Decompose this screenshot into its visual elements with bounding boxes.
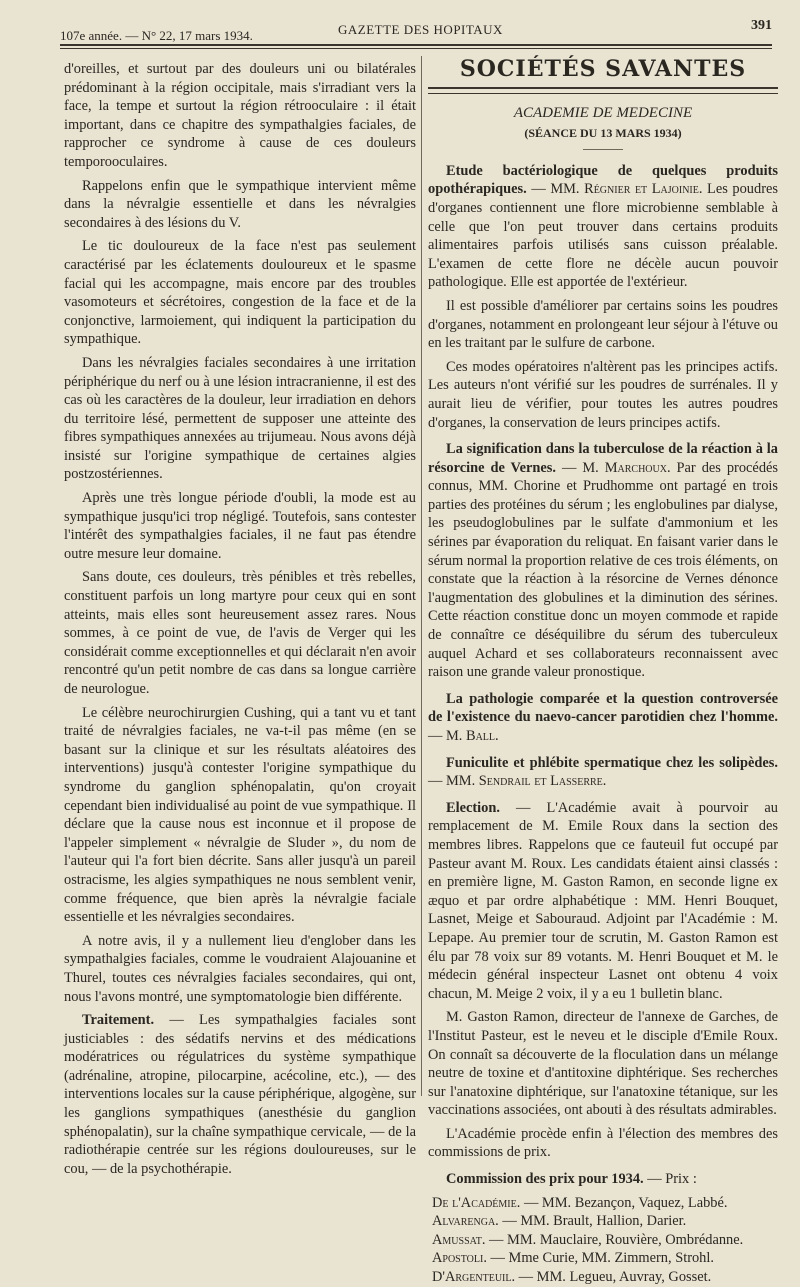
section-title: SOCIÉTÉS SAVANTES bbox=[459, 56, 747, 82]
journal-title: GAZETTE DES HOPITAUX bbox=[338, 22, 503, 37]
prize-name: D'Argenteuil. bbox=[432, 1269, 516, 1286]
prize-name: Alvarenga. bbox=[432, 1213, 499, 1230]
prize-members: — MM. Brault, Hallion, Darier. bbox=[498, 1213, 687, 1230]
article-heading: Funiculite et phlébite spermatique chez les solipèdes. bbox=[446, 754, 778, 771]
article bbox=[428, 799, 778, 1004]
article bbox=[428, 162, 778, 292]
session-date: (SÉANCE DU 13 MARS 1934) bbox=[524, 126, 682, 141]
short-rule bbox=[583, 149, 623, 150]
title-rule-thin bbox=[428, 93, 778, 94]
prize-members: — Mme Curie, MM. Zimmern, Strohl. bbox=[486, 1250, 714, 1267]
page-number: 391 bbox=[751, 18, 772, 33]
article-heading: Etude bactériologique de quelques produits opothérapiques. bbox=[428, 162, 778, 198]
prize-members: — MM. Bezançon, Vaquez, Labbé. bbox=[520, 1194, 728, 1211]
prize-line bbox=[428, 1268, 778, 1287]
header-rule bbox=[60, 44, 772, 46]
article-text: Par des procédés connus, MM. Chorine et Prudhomme ont partagé en trois parties des protéines du sérum ; les englobulines par dialyse, les pseudoglobulines par le sulfate d'ammonium et les sérines par évaporation du reliquat. En faisant varier dans le sérum normal la proportion relative de ces trois éléments, on constate que la réaction à la résorcine de Vernes dénonce l'augmentation des globulines et la diminution des sérines. Cette réaction constitue donc un moyen commode et rapide de connaître ce déséquilibre du sérum des tuberculeux auquel Achard et ses collaborateurs reconnaissent avec raison une grande valeur pronostique. bbox=[428, 459, 778, 681]
prize-line bbox=[428, 1249, 778, 1268]
paragraph: Il est possible d'améliorer par certains soins les poudres d'organes, notamment en prolongeant leur séjour à l'étuve ou en les traitant par le sulfure de carbone. bbox=[428, 297, 778, 352]
paragraph: Le tic douloureux de la face n'est pas seulement caractérisé par les éclatements douloureux et le spasme facial qui les accompagne, mais encore par des troubles vasomoteurs et sécrétoires, congestion de la face et de la conjonctive, larmoiement, qui indiquent la participation du sympathique. bbox=[64, 238, 416, 348]
paragraph: Dans les névralgies faciales secondaires à une irritation périphérique du nerf ou à une lésion intracranienne, il est des cas où les caractères de la douleur, leur irradiation en dehors du territoire lésé, permettent de supposer une atteinte des fibres sympathiques annexées au trijumeau. Nous avons déjà insisté sur l'origine sympathique de certaines algies postzostériennes. bbox=[64, 354, 416, 483]
paragraph: Ces modes opératoires n'altèrent pas les principes actifs. Les auteurs n'ont vérifié sur les poudres de surrénales. Il y aurait lieu de vérifier, pour toutes les autres poudres d'organes, la conservation de leurs principes actifs. bbox=[428, 358, 778, 431]
prize-line bbox=[428, 1194, 778, 1213]
column-divider bbox=[421, 56, 422, 1096]
prize-tail: — Prix : bbox=[643, 1171, 697, 1188]
title-rule bbox=[428, 87, 778, 89]
article-text: Les poudres d'organes contiennent une flore microbienne semblable à celle que l'on peut trouver dans certains produits alimentaires parfois utilisés sans cuisson préalable. L'examen de cette flore ne décèle aucun pouvoir pathologique. Elle est apportée de l'extérieur. bbox=[428, 181, 778, 291]
paragraph: Après une très longue période d'oubli, la mode est au sympathique jusqu'ici trop négligé. Toutefois, sans contester l'intérêt des sympathalgies faciales, il ne faut pas étendre outre mesure leur domaine. bbox=[64, 490, 416, 562]
prize-name: Amussat. bbox=[432, 1231, 486, 1248]
paragraph: Sans doute, ces douleurs, très pénibles et très rebelles, constituent parfois un long martyre pour ceux qui en sont atteints, mais elles sont heureusement assez rares. Nous sommes, à ce point de vue, de l'avis de Verger qui les considérait comme exceptionnelles et qui déclarait n'en avoir rencontré qu'un petit nombre de cas dans sa longue carrière de neurologue. bbox=[64, 569, 416, 697]
prize-members: — MM. Mauclaire, Rouvière, Ombrédanne. bbox=[485, 1231, 744, 1248]
academy-title: ACADEMIE DE MEDECINE bbox=[513, 104, 693, 121]
paragraph: Rappelons enfin que le sympathique intervient même dans la névralgie essentielle et dans les névralgies secondaires à des lésions du V. bbox=[64, 177, 416, 231]
prize-line bbox=[428, 1212, 778, 1231]
issue-line: 107e année. — N° 22, 17 mars 1934. bbox=[60, 28, 253, 43]
header-rule-thin bbox=[60, 48, 772, 49]
election-text: — L'Académie avait à pourvoir au remplacement de M. Emile Roux dans la section des membres libres. Rappelons que ce fauteuil fut occupé par Pasteur avant M. Roux. Les candidats étaient ainsi classés : en première ligne, M. Gaston Ramon, en seconde ligne ex æquo et par ordre alphabétique : MM. Henri Bouquet, Lasnet, Meige et Sabouraud. Adjoint par l'Académie : M. Lepape. Au premier tour de scrutin, M. Gaston Ramon est élu par 78 voix sur 89 votants. M. Henri Bouquet et M. le médecin général inspecteur Lasnet ont obtenu 4 voix chacun, M. Meige 2 voix, il y a eu 1 bulletin blanc. bbox=[428, 799, 778, 1002]
prize-members: — MM. Legueu, Auvray, Gosset. bbox=[515, 1269, 712, 1286]
election-heading: Election. bbox=[446, 799, 500, 816]
article bbox=[428, 440, 778, 682]
paragraph: Le célèbre neurochirurgien Cushing, qui a tant vu et tant traité de névralgies faciales, ne va-t-il pas même (en se basant sur la clinique et sur les résultats aléatoires des interventions) jusqu'à contester l'origine sympathique du syndrome du ganglion sphénopalatin, qu'on croyait cependant bien individualisé au point de vue sympathique. Il déclare que la cause nous est inconnue et il propose de l'appeler simplement « névralgie de Sluder », du nom de l'auteur qui l'a fort bien décrite. Sans aller jusqu'à un pareil ostracisme, les algies sympathiques ne nous semblent venir, comme fréquence, que bien après la névralgie faciale essentielle et les névralgies secondaires. bbox=[64, 704, 416, 926]
left-column bbox=[64, 60, 416, 1183]
right-column bbox=[428, 56, 778, 1287]
article bbox=[428, 754, 778, 791]
article bbox=[428, 1170, 778, 1189]
treatment-paragraph bbox=[64, 1011, 416, 1178]
article-heading: La signification dans la tuberculose de la réaction à la résorcine de Vernes. bbox=[428, 441, 778, 476]
article-heading: La pathologie comparée et la question controversée de l'existence du naevo-cancer parotidien chez l'homme. bbox=[428, 690, 778, 726]
paragraph: L'Académie procède enfin à l'élection des membres des commissions de prix. bbox=[428, 1125, 778, 1161]
article-authors: — M. Ball. bbox=[428, 728, 499, 744]
prize-line bbox=[428, 1231, 778, 1250]
article-authors: — MM. Sendrail et Lasserre. bbox=[428, 773, 607, 790]
paragraph: A notre avis, il y a nullement lieu d'englober dans les sympathalgies faciales, comme le voudraient Alajouanine et Thurel, toutes ces névralgies faciales secondaires, qui ont, nous l'avons montré, une symptomatologie bien différente. bbox=[64, 932, 416, 1005]
prize-heading: Commission des prix pour 1934. bbox=[446, 1171, 644, 1188]
paragraph: d'oreilles, et surtout par des douleurs uni ou bilatérales prédominant à la région occipitale, mais s'irradiant vers la face, la tempe et surtout la région rétrooculaire : il était important, dans ce chapitre des sympathalgies faciales, de rapprocher ce syndrome à cause de ces douleurs temporooculaires. bbox=[64, 61, 416, 170]
article-authors: — MM. Régnier et Lajoinie. bbox=[526, 181, 703, 198]
prize-name: Apostoli. bbox=[432, 1250, 487, 1267]
prize-name: De l'Académie. bbox=[432, 1194, 521, 1211]
treatment-text: — Les sympathalgies faciales sont justiciables : des sédatifs nervins et des médications modératrices ou régulatrices du système sympathique (adrénaline, atropine, pilocarpine, acécoline, etc.), — des interventions locales sur la cause périphérique, algogène, sur les ganglions sympathiques (anesthésie du ganglion sphénopalatin), sur la chaîne sympathique cervicale, — de la radiothérapie centrée sur les régions douloureuses, sur le cou, — de la psychothérapie. bbox=[64, 1012, 416, 1177]
article bbox=[428, 690, 778, 746]
article-authors: — M. Marchoux. bbox=[556, 459, 671, 476]
paragraph: M. Gaston Ramon, directeur de l'annexe de Garches, de l'Institut Pasteur, est le neveu et le disciple d'Emile Roux. On connaît sa découverte de la floculation dans un mélange neutre de toxine et d'antitoxine diphtérique. Ses recherches sur l'anatoxine diphtérique, sur l'anatoxine tétanique, sur les vaccinations associées, ont abouti à des résultats admirables. bbox=[428, 1009, 778, 1119]
page-header bbox=[60, 18, 772, 44]
treatment-heading: Traitement. bbox=[82, 1012, 155, 1029]
